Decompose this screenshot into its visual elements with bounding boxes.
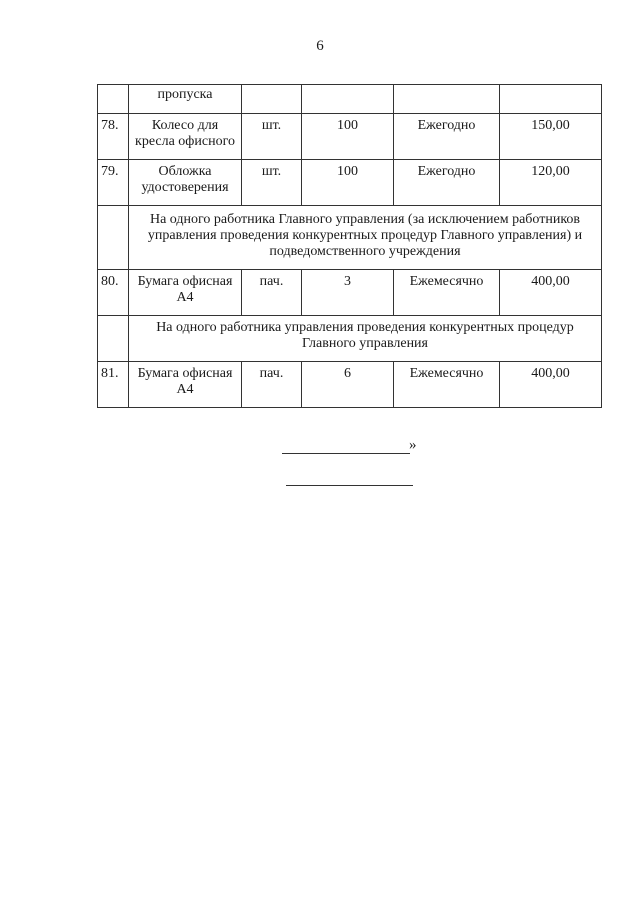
cell-name: Колесо для кресла офисного [129,114,242,160]
cell-price [500,85,602,114]
signature-underline [282,438,410,454]
cell-num: 79. [98,160,129,206]
section-header-text: На одного работника управления проведения конкурентных процедур Главного управления [129,316,602,362]
cell-period: Ежегодно [394,160,500,206]
cell-num [98,85,129,114]
cell-num: 78. [98,114,129,160]
cell-price: 400,00 [500,362,602,408]
cell-price: 400,00 [500,270,602,316]
cell-qty: 3 [302,270,394,316]
cell-qty: 100 [302,114,394,160]
cell-price: 120,00 [500,160,602,206]
table-row [98,270,602,316]
end-rule [286,485,413,486]
cell-unit: пач. [242,270,302,316]
cell-qty: 100 [302,160,394,206]
cell-num [98,206,129,270]
table-row [98,362,602,408]
cell-qty [302,85,394,114]
cell-price: 150,00 [500,114,602,160]
cell-num: 81. [98,362,129,408]
cell-name: пропуска [129,85,242,114]
section-header-row [98,316,602,362]
cell-unit: шт. [242,114,302,160]
cell-name: Бумага офисная А4 [129,270,242,316]
table-row [98,114,602,160]
cell-num [98,316,129,362]
closing-quote: » [409,437,417,453]
cell-period: Ежегодно [394,114,500,160]
table-row-continuation [98,85,602,114]
section-header-text: На одного работника Главного управления (за исключением работников управления проведения конкурентных процедур Главного управления) и подведомственного учреждения [129,206,602,270]
supplies-table [97,84,602,408]
cell-qty: 6 [302,362,394,408]
cell-unit: шт. [242,160,302,206]
cell-unit: пач. [242,362,302,408]
cell-period [394,85,500,114]
cell-period: Ежемесячно [394,270,500,316]
cell-name: Бумага офисная А4 [129,362,242,408]
section-header-row [98,206,602,270]
cell-unit [242,85,302,114]
page-number: 6 [316,38,324,54]
table-row [98,160,602,206]
cell-period: Ежемесячно [394,362,500,408]
cell-num: 80. [98,270,129,316]
cell-name: Обложка удостоверения [129,160,242,206]
